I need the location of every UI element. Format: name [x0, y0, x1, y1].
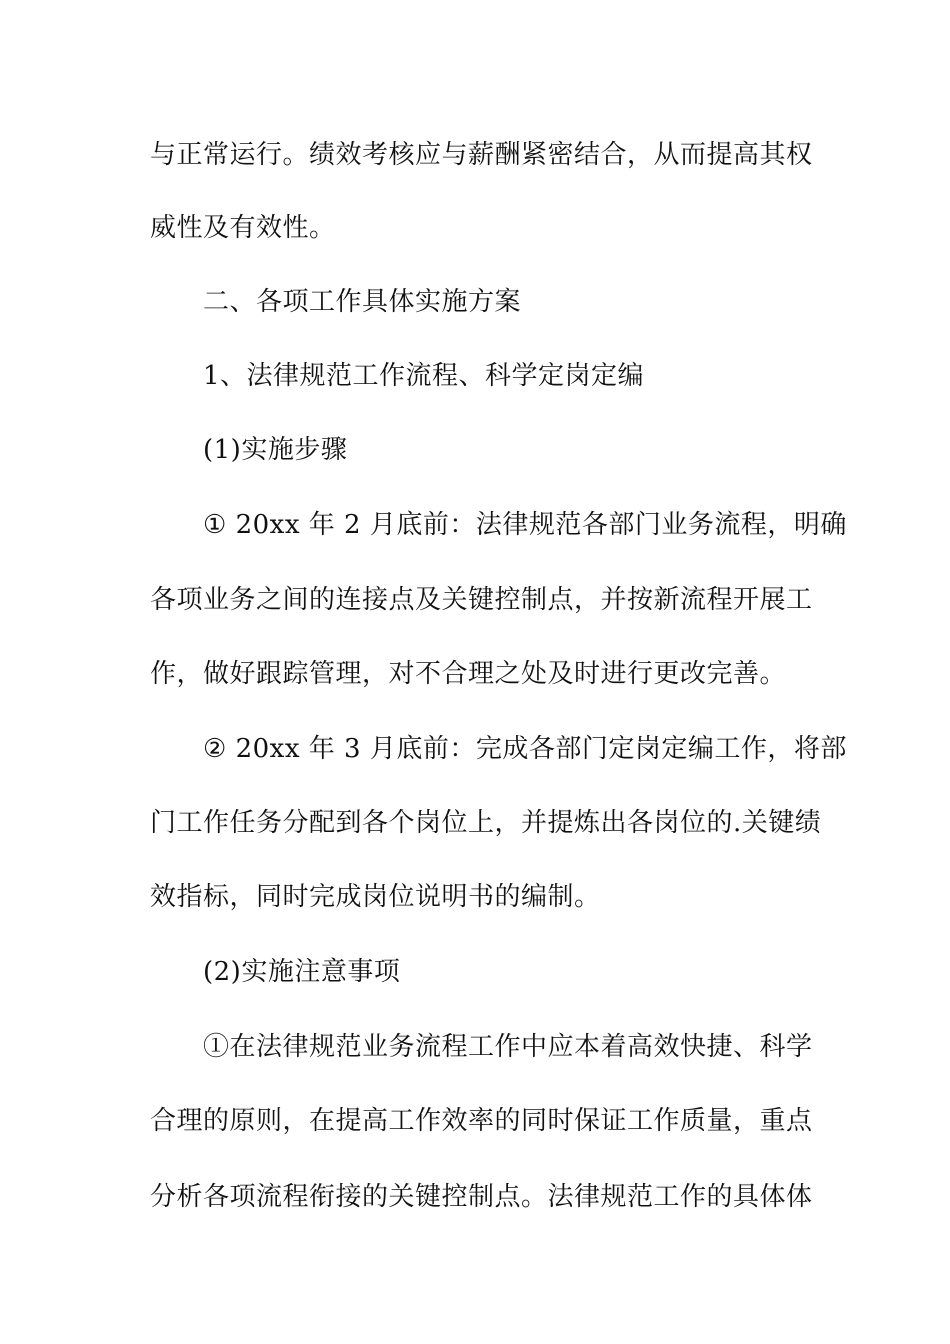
subsection-heading: (1)实施步骤 — [203, 435, 348, 465]
subsection-heading: 1、法律规范工作流程、科学定岗定编 — [203, 361, 645, 391]
text-line: 作，做好跟踪管理，对不合理之处及时进行更改完善。 — [150, 659, 787, 689]
subsection-heading: (2)实施注意事项 — [203, 957, 401, 987]
text-line: ② 20xx 年 3 月底前：完成各部门定岗定编工作，将部 — [203, 734, 847, 764]
text-line: 与正常运行。绩效考核应与薪酬紧密结合，从而提高其权 — [150, 140, 813, 170]
text-line: ① 20xx 年 2 月底前：法律规范各部门业务流程，明确 — [203, 510, 847, 540]
section-heading: 二、各项工作具体实施方案 — [203, 287, 522, 317]
text-line: 各项业务之间的连接点及关键控制点，并按新流程开展工 — [150, 585, 813, 615]
text-line: 威性及有效性。 — [150, 213, 336, 243]
text-line: ①在法律规范业务流程工作中应本着高效快捷、科学 — [203, 1032, 813, 1062]
text-line: 效指标，同时完成岗位说明书的编制。 — [150, 882, 601, 912]
text-line: 门工作任务分配到各个岗位上，并提炼出各岗位的.关键绩 — [150, 808, 822, 838]
text-line: 分析各项流程衔接的关键控制点。法律规范工作的具体体 — [150, 1182, 813, 1212]
text-line: 合理的原则，在提高工作效率的同时保证工作质量，重点 — [150, 1106, 813, 1136]
